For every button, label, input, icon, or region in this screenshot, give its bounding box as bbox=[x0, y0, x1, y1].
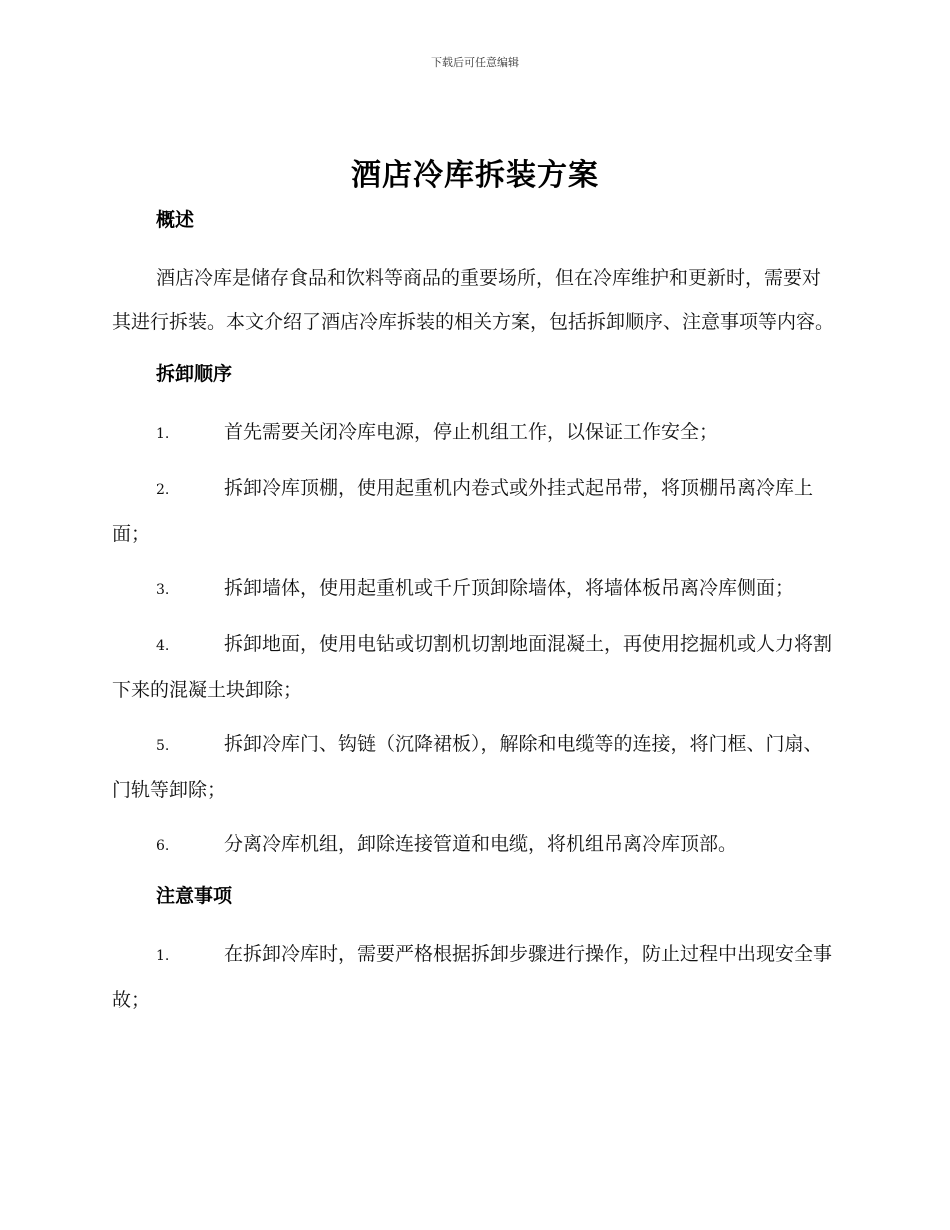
list-number: 2. bbox=[156, 482, 170, 498]
document-body bbox=[112, 202, 834, 1032]
list-text: 拆卸冷库门、钩链（沉降裙板），解除和电缆等的连接，将门框、门扇、门轨等卸除； bbox=[112, 733, 823, 801]
list-item bbox=[112, 622, 834, 712]
list-number: 6. bbox=[156, 838, 170, 854]
list-item bbox=[112, 566, 834, 612]
section-heading-overview: 概述 bbox=[156, 209, 195, 231]
list-number: 1. bbox=[156, 426, 170, 442]
list-text: 首先需要关闭冷库电源，停止机组工作，以保证工作安全； bbox=[224, 421, 719, 443]
list-item bbox=[112, 722, 834, 812]
list-number: 3. bbox=[156, 582, 170, 598]
list-text: 拆卸墙体，使用起重机或千斤顶卸除墙体，将墙体板吊离冷库侧面； bbox=[224, 577, 795, 599]
list-text: 分离冷库机组，卸除连接管道和电缆，将机组吊离冷库顶部。 bbox=[224, 833, 738, 855]
list-text: 在拆卸冷库时，需要严格根据拆卸步骤进行操作，防止过程中出现安全事故； bbox=[112, 943, 833, 1011]
list-text: 拆卸地面，使用电钻或切割机切割地面混凝土，再使用挖掘机或人力将割下来的混凝土块卸除； bbox=[112, 633, 833, 701]
section-heading-notes: 注意事项 bbox=[156, 885, 233, 907]
list-item bbox=[112, 466, 834, 556]
list-item bbox=[112, 410, 834, 456]
list-number: 4. bbox=[156, 638, 170, 654]
section-heading-order: 拆卸顺序 bbox=[156, 363, 233, 385]
list-item bbox=[112, 822, 834, 868]
header-note: 下载后可任意编辑 bbox=[431, 56, 519, 69]
list-item bbox=[112, 932, 834, 1022]
list-number: 5. bbox=[156, 738, 170, 754]
list-text: 拆卸冷库顶棚，使用起重机内卷式或外挂式起吊带，将顶棚吊离冷库上面； bbox=[112, 477, 814, 545]
list-number: 1. bbox=[156, 948, 170, 964]
overview-paragraph: 酒店冷库是储存食品和饮料等商品的重要场所，但在冷库维护和更新时，需要对其进行拆装。本文介绍了酒店冷库拆装的相关方案，包括拆卸顺序、注意事项等内容。 bbox=[112, 267, 835, 333]
document-title: 酒店冷库拆装方案 bbox=[351, 158, 599, 193]
